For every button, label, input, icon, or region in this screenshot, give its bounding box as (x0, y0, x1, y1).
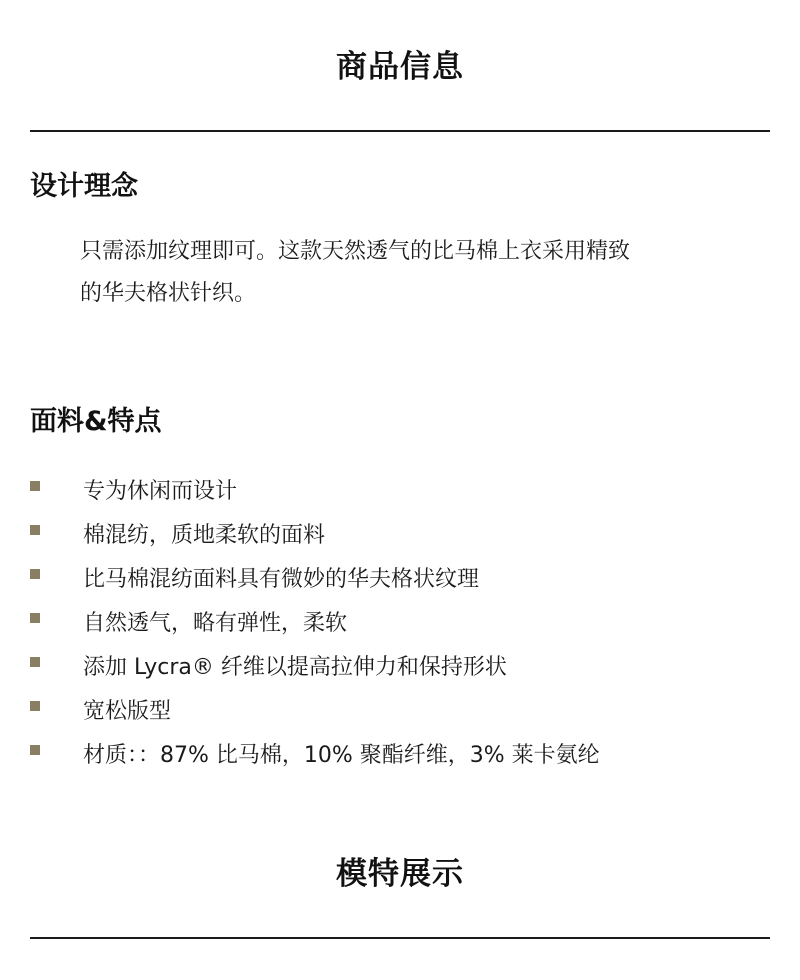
feature-item (30, 643, 600, 687)
feature-text: 宽松版型 (83, 698, 172, 724)
product-info-title: 商品信息 (336, 49, 464, 85)
feature-text: 比马棉混纺面料具有微妙的华夫格状纹理 (83, 566, 480, 592)
feature-item (30, 687, 600, 731)
square-bullet-icon (30, 745, 40, 755)
product-info-divider (30, 130, 770, 132)
square-bullet-icon (30, 613, 40, 623)
square-bullet-icon (30, 701, 40, 711)
feature-text: 专为休闲而设计 (83, 478, 238, 504)
feature-item (30, 467, 600, 511)
feature-text: 自然透气，略有弹性，柔软 (83, 610, 348, 636)
design-concept-line: 的华夫格状针织。 (80, 281, 257, 306)
feature-text: 添加 Lycra® 纤维以提高拉伸力和保持形状 (83, 654, 507, 680)
design-concept-line: 只需添加纹理即可。这款天然透气的比马棉上衣采用精致 (80, 239, 631, 264)
feature-text: 棉混纺，质地柔软的面料 (83, 522, 326, 548)
feature-list (30, 467, 600, 775)
square-bullet-icon (30, 481, 40, 491)
feature-item (30, 731, 600, 775)
feature-item (30, 599, 600, 643)
feature-item (30, 555, 600, 599)
feature-item (30, 511, 600, 555)
model-display-divider (30, 937, 770, 939)
square-bullet-icon (30, 525, 40, 535)
design-concept-heading: 设计理念 (30, 171, 138, 202)
square-bullet-icon (30, 569, 40, 579)
square-bullet-icon (30, 657, 40, 667)
model-display-title: 模特展示 (336, 856, 464, 892)
feature-text: 材质：：87% 比马棉，10% 聚酯纤维，3% 莱卡氨纶 (83, 742, 600, 768)
fabric-features-heading: 面料&特点 (30, 406, 162, 437)
design-concept-text (80, 231, 720, 315)
